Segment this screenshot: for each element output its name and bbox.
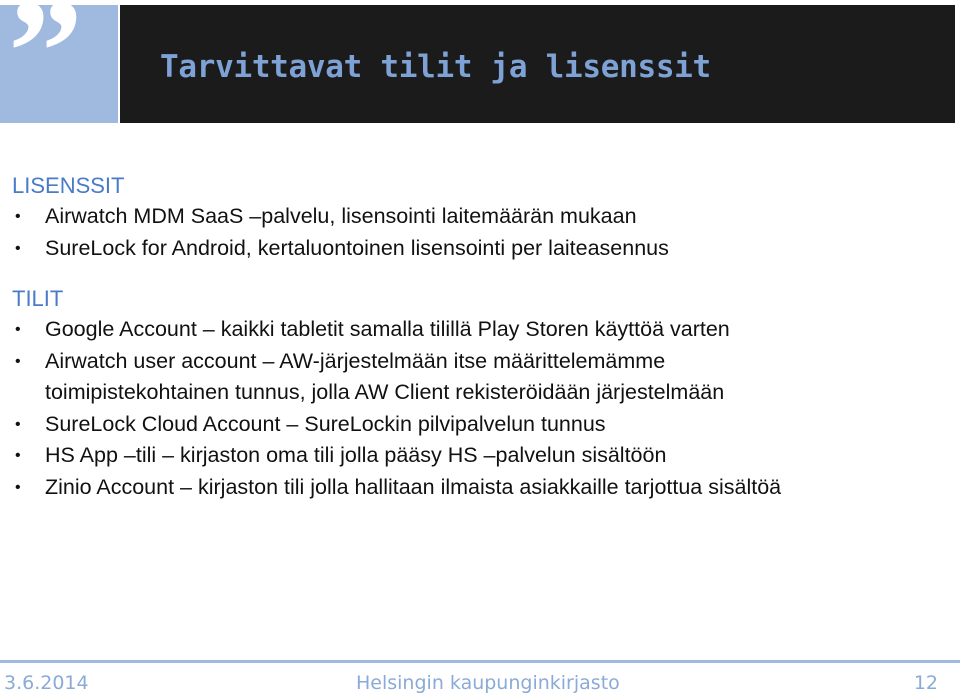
list-item	[12, 440, 952, 472]
slide-content	[12, 170, 952, 503]
footer-divider	[0, 660, 960, 663]
list-item-text: SureLock for Android, kertaluontoinen lisensointi per laiteasennus	[45, 235, 669, 260]
bullet-icon: •	[15, 478, 21, 496]
quote-decoration	[0, 0, 118, 135]
footer-page-number: 12	[913, 672, 938, 694]
section-heading-accounts: TILIT	[12, 286, 64, 311]
section-heading-licenses: LISENSSIT	[12, 173, 125, 198]
list-item	[12, 346, 952, 378]
bullet-icon: •	[15, 415, 21, 433]
list-item	[12, 409, 952, 441]
list-item	[12, 472, 952, 504]
footer-date: 3.6.2014	[4, 672, 89, 694]
bullet-icon: •	[15, 352, 21, 370]
bullet-icon: •	[15, 321, 21, 338]
list-item-text: toimipistekohtainen tunnus, jolla AW Client rekisteröidään järjestelmään	[45, 380, 725, 404]
list-item-text: Airwatch user account – AW-järjestelmään itse määrittelemämme	[45, 348, 666, 373]
list-item	[12, 233, 952, 265]
quote-mark-icon: ”	[8, 0, 83, 135]
list-item-text: HS App –tili – kirjaston oma tili jolla pääsy HS –palvelun sisältöön	[45, 443, 667, 467]
list-item-continuation	[12, 377, 952, 409]
list-item	[12, 201, 952, 233]
footer-organization: Helsingin kaupunginkirjasto	[356, 672, 620, 694]
list-item-text: Airwatch MDM SaaS –palvelu, lisensointi laitemäärän mukaan	[45, 204, 637, 228]
list-item-text: Google Account – kaikki tabletit samalla tilillä Play Storen käyttöä varten	[45, 317, 730, 341]
bullet-icon: •	[15, 208, 21, 225]
bullet-icon: •	[15, 239, 21, 257]
list-item-text: Zinio Account – kirjaston tili jolla hallitaan ilmaista asiakkaille tarjottua sisältöä	[45, 474, 782, 499]
account-list	[12, 314, 952, 503]
list-item	[12, 314, 952, 346]
list-item-text: SureLock Cloud Account – SureLockin pilvipalvelun tunnus	[45, 411, 606, 436]
title-bar	[120, 5, 955, 123]
license-list	[12, 201, 952, 264]
bullet-icon: •	[15, 447, 21, 464]
page-title: Tarvittavat tilit ja lisenssit	[160, 49, 711, 85]
